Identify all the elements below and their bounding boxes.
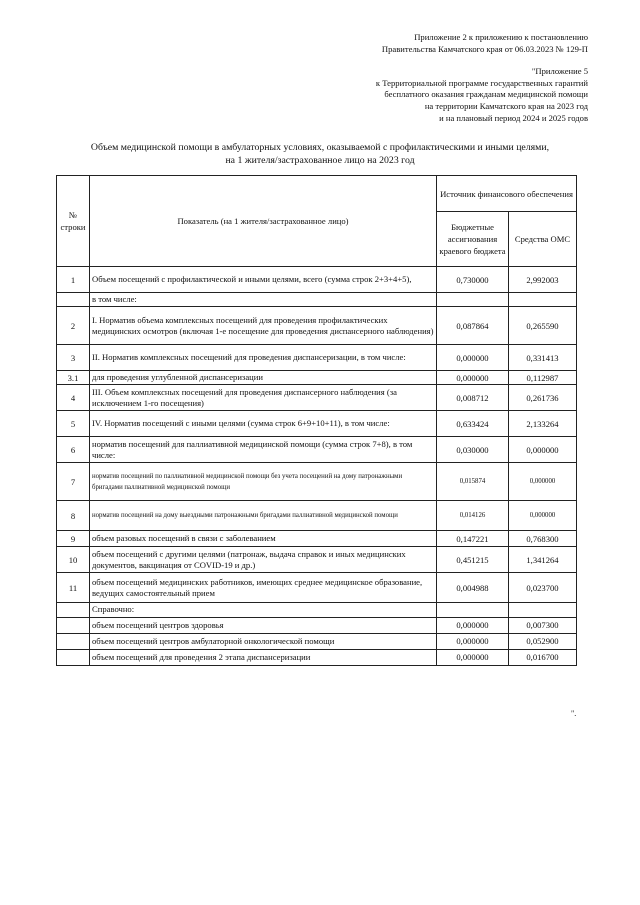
- row-budget-cell: 0,000000: [437, 649, 509, 665]
- table-row: [57, 293, 577, 307]
- table-row: [57, 649, 577, 665]
- table-row: [57, 573, 577, 603]
- row-number-cell: 1: [57, 267, 90, 293]
- row-budget-cell: 0,004988: [437, 573, 509, 603]
- row-number-cell: 4: [57, 385, 90, 411]
- row-label-cell: объем посещений с другими целями (патронаж, выдача справок и иных медицинских документов, вакцинация от COVID-19 и др.): [90, 547, 437, 573]
- row-label-cell: Справочно:: [90, 603, 437, 617]
- row-oms-cell: 2,992003: [509, 267, 577, 293]
- row-number-cell: 9: [57, 531, 90, 547]
- document-title: [40, 142, 600, 167]
- table-row: [57, 501, 577, 531]
- table-row: [57, 547, 577, 573]
- header-line: к Территориальной программе государственных гарантий: [375, 77, 588, 88]
- header-line: Правительства Камчатского края от 06.03.2023 № 129-П: [381, 43, 588, 54]
- row-number-cell: 6: [57, 437, 90, 463]
- row-oms-cell: 0,007300: [509, 617, 577, 633]
- table-body: [57, 267, 577, 666]
- volume-table: [56, 175, 577, 666]
- header-line: бесплатного оказания гражданам медицинской помощи: [384, 89, 588, 100]
- col-header-indicator: Показатель (на 1 жителя/застрахованное лицо): [90, 176, 437, 267]
- row-label-cell: норматив посещений по паллиативной медицинской помощи без учета посещений на дому патронажными бригадами паллиативной медицинской помощи: [90, 463, 437, 501]
- row-number-cell: 5: [57, 411, 90, 437]
- row-label-cell: объем посещений для проведения 2 этапа диспансеризации: [90, 649, 437, 665]
- row-budget-cell: 0,000000: [437, 345, 509, 371]
- row-label-cell: IV. Норматив посещений с иными целями (сумма строк 6+9+10+11), в том числе:: [90, 411, 437, 437]
- table-row: [57, 371, 577, 385]
- row-label-cell: норматив посещений на дому выездными патронажными бригадами паллиативной медицинской помощи: [90, 501, 437, 531]
- row-number-cell: 8: [57, 501, 90, 531]
- table-row: [57, 531, 577, 547]
- row-label-cell: норматив посещений для паллиативной медицинской помощи (сумма строк 7+8), в том числе:: [90, 437, 437, 463]
- col-header-num: № строки: [57, 176, 90, 267]
- row-oms-cell: [509, 293, 577, 307]
- row-number-cell: 10: [57, 547, 90, 573]
- row-label-cell: в том числе:: [90, 293, 437, 307]
- row-label-cell: объем посещений медицинских работников, имеющих среднее медицинское образование, ведущих самостоятельный прием: [90, 573, 437, 603]
- row-budget-cell: 0,015874: [437, 463, 509, 501]
- row-label-cell: объем разовых посещений в связи с заболеванием: [90, 531, 437, 547]
- row-number-cell: 7: [57, 463, 90, 501]
- row-number-cell: [57, 633, 90, 649]
- row-number-cell: [57, 617, 90, 633]
- row-budget-cell: 0,030000: [437, 437, 509, 463]
- row-label-cell: I. Норматив объема комплексных посещений для проведения профилактических медицинских осмотров (включая 1-е посещение для проведения диспансерного наблюдения): [90, 307, 437, 345]
- row-oms-cell: 0,768300: [509, 531, 577, 547]
- row-oms-cell: 2,133264: [509, 411, 577, 437]
- row-label-cell: II. Норматив комплексных посещений для проведения диспансеризации, в том числе:: [90, 345, 437, 371]
- row-oms-cell: 0,052900: [509, 633, 577, 649]
- row-number-cell: 3: [57, 345, 90, 371]
- table-row: [57, 437, 577, 463]
- row-budget-cell: [437, 603, 509, 617]
- row-oms-cell: [509, 603, 577, 617]
- row-budget-cell: 0,633424: [437, 411, 509, 437]
- row-budget-cell: 0,147221: [437, 531, 509, 547]
- row-oms-cell: 0,000000: [509, 463, 577, 501]
- table-row: [57, 411, 577, 437]
- title-line: Объем медицинской помощи в амбулаторных условиях, оказываемой с профилактическими и иными целями,: [90, 142, 550, 153]
- row-oms-cell: 0,112987: [509, 371, 577, 385]
- header-line: Приложение 2 к приложению к постановлению: [414, 32, 588, 42]
- row-label-cell: III. Объем комплексных посещений для проведения диспансерного наблюдения (за исключением 1-го посещения): [90, 385, 437, 411]
- row-budget-cell: 0,730000: [437, 267, 509, 293]
- row-number-cell: 3.1: [57, 371, 90, 385]
- row-budget-cell: 0,014126: [437, 501, 509, 531]
- row-oms-cell: 0,000000: [509, 437, 577, 463]
- row-number-cell: [57, 603, 90, 617]
- table-row: [57, 385, 577, 411]
- row-budget-cell: 0,000000: [437, 633, 509, 649]
- row-budget-cell: 0,451215: [437, 547, 509, 573]
- header-line: на территории Камчатского края на 2023 год: [424, 100, 588, 111]
- row-number-cell: 2: [57, 307, 90, 345]
- col-header-source: Источник финансового обеспечения: [437, 176, 577, 212]
- row-number-cell: [57, 649, 90, 665]
- row-oms-cell: 0,016700: [509, 649, 577, 665]
- end-mark: ".: [571, 709, 577, 718]
- table-row: [57, 463, 577, 501]
- row-oms-cell: 0,331413: [509, 345, 577, 371]
- row-budget-cell: 0,000000: [437, 617, 509, 633]
- table-row: [57, 617, 577, 633]
- row-budget-cell: 0,087864: [437, 307, 509, 345]
- row-oms-cell: 0,023700: [509, 573, 577, 603]
- table-row: [57, 603, 577, 617]
- row-number-cell: [57, 293, 90, 307]
- appendix-header: [258, 32, 588, 124]
- col-header-oms: Средства ОМС: [509, 212, 577, 267]
- title-line: на 1 жителя/застрахованное лицо на 2023 год: [225, 154, 415, 166]
- table-row: [57, 633, 577, 649]
- table-row: [57, 267, 577, 293]
- row-budget-cell: [437, 293, 509, 307]
- row-label-cell: объем посещений центров амбулаторной онкологической помощи: [90, 633, 437, 649]
- row-budget-cell: 0,008712: [437, 385, 509, 411]
- row-label-cell: Объем посещений с профилактической и иными целями, всего (сумма строк 2+3+4+5),: [90, 267, 437, 293]
- row-budget-cell: 0,000000: [437, 371, 509, 385]
- row-oms-cell: 0,000000: [509, 501, 577, 531]
- row-label-cell: для проведения углубленной диспансеризации: [90, 371, 437, 385]
- row-number-cell: 11: [57, 573, 90, 603]
- table-row: [57, 307, 577, 345]
- header-line: "Приложение 5: [531, 66, 588, 77]
- row-oms-cell: 1,341264: [509, 547, 577, 573]
- row-oms-cell: 0,265590: [509, 307, 577, 345]
- col-header-budget: Бюджетные ассигнования краевого бюджета: [437, 212, 509, 267]
- row-oms-cell: 0,261736: [509, 385, 577, 411]
- table-row: [57, 345, 577, 371]
- header-line: и на плановый период 2024 и 2025 годов: [439, 112, 588, 123]
- row-label-cell: объем посещений центров здоровья: [90, 617, 437, 633]
